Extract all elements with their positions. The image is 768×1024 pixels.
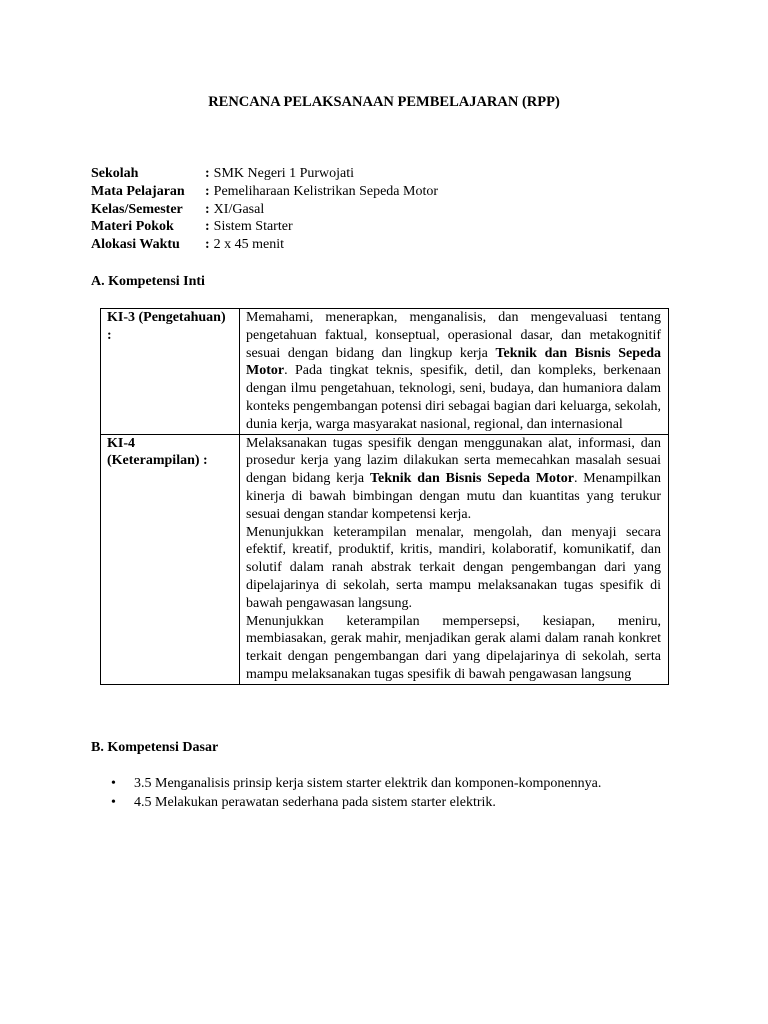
ki3-label: KI-3 (Pengetahuan)	[107, 310, 226, 325]
table-row-ki4	[101, 434, 669, 684]
info-separator: :	[205, 166, 210, 181]
info-separator: :	[205, 237, 210, 253]
ki4-description-cell	[240, 434, 669, 684]
info-value: Pemeliharaan Kelistrikan Sepeda Motor	[213, 183, 438, 199]
info-separator: :	[205, 183, 210, 199]
info-value: Sistem Starter	[213, 219, 293, 235]
section-heading-kompetensi-dasar: B. Kompetensi Dasar	[91, 740, 219, 755]
ki3-text-emphasis: Teknik dan Bisnis Sepeda Motor	[246, 345, 661, 379]
list-item	[111, 794, 601, 813]
ki3-description	[246, 309, 661, 434]
section-heading-kompetensi-inti: A. Kompetensi Inti	[91, 274, 205, 289]
info-separator: :	[205, 219, 210, 235]
info-value: XI/Gasal	[213, 201, 265, 217]
ki4-paragraph-1	[246, 435, 661, 524]
info-row-sekolah	[91, 165, 438, 183]
info-row-kelas-semester	[91, 201, 438, 219]
ki4-p1-continued: . Menampilkan kinerja di bawah bimbingan dengan mutu dan kuantitas yang terukur sesuai dengan standar kompetensi kerja.	[246, 471, 662, 522]
kompetensi-dasar-list	[111, 775, 601, 813]
ki3-description-cell	[240, 309, 669, 435]
info-value: 2 x 45 menit	[213, 237, 285, 253]
info-label: Materi Pokok	[91, 219, 174, 235]
table-row-ki3	[101, 309, 669, 435]
list-item-text: 4.5 Melakukan perawatan sederhana pada sistem starter elektrik.	[134, 795, 496, 810]
ki4-p1-emphasis: Teknik dan Bisnis Sepeda Motor	[369, 471, 574, 487]
ki3-text: Memahami, menerapkan, menganalisis, dan mengevaluasi tentang pengetahuan faktual, konseptual, operasional dasar, dan metakognitif sesuai dengan bidang dan lingkup kerja	[246, 310, 661, 361]
list-item-text: 3.5 Menganalisis prinsip kerja sistem starter elektrik dan komponen-komponennya.	[134, 776, 602, 791]
info-row-materi-pokok	[91, 218, 438, 236]
ki3-label-cell	[101, 309, 240, 435]
bullet-icon: •	[111, 776, 116, 791]
ki4-label-sub: (Keterampilan) :	[107, 453, 208, 469]
info-label: Mata Pelajaran	[91, 183, 185, 199]
ki3-label-colon: :	[107, 327, 112, 343]
ki4-paragraph-3: Menunjukkan keterampilan mempersepsi, kesiapan, meniru, membiasakan, gerak mahir, menjadikan gerak alami dalam ranah konkret terkait dengan pengembangan dari yang dipelajarinya di sekolah, serta mampu melaksanakan tugas spesifik di bawah pengawasan langsung	[246, 613, 661, 682]
info-separator: :	[205, 201, 210, 217]
info-label: Kelas/Semester	[91, 201, 183, 217]
document-title: RENCANA PELAKSANAAN PEMBELAJARAN (RPP)	[208, 94, 560, 110]
identity-block	[91, 165, 438, 254]
info-label: Alokasi Waktu	[91, 237, 180, 253]
ki4-label-cell	[101, 434, 240, 684]
kompetensi-inti-table	[100, 308, 669, 685]
ki4-p1-text: Melaksanakan tugas spesifik dengan menggunakan alat, informasi, dan prosedur kerja yang lazim dilakukan serta memecahkan masalah sesuai dengan bidang kerja	[246, 435, 661, 487]
list-item	[111, 775, 601, 794]
info-label: Sekolah	[91, 166, 139, 181]
bullet-icon: •	[111, 795, 116, 810]
info-value: SMK Negeri 1 Purwojati	[213, 166, 355, 181]
ki3-text-continued: . Pada tingkat teknis, spesifik, detil, dan kompleks, berkenaan dengan ilmu pengetahuan, teknologi, seni, budaya, dan humaniora dalam konteks pengembangan potensi diri sebagai bagian dari keluarga, sekolah, dunia kerja, warga masyarakat nasional, regional, dan internasional	[246, 363, 661, 432]
info-row-alokasi-waktu	[91, 236, 438, 254]
ki4-paragraph-2: Menunjukkan keterampilan menalar, mengolah, dan menyaji secara efektif, kreatif, produktif, kritis, mandiri, kolaboratif, komunikatif, dan solutif dalam ranah abstrak terkait dengan pengembangan dari yang dipelajarinya di sekolah, serta mampu melaksanakan tugas spesifik di bawah pengawasan langsung.	[246, 524, 661, 611]
ki4-label: KI-4	[107, 435, 135, 451]
info-row-mata-pelajaran	[91, 183, 438, 201]
